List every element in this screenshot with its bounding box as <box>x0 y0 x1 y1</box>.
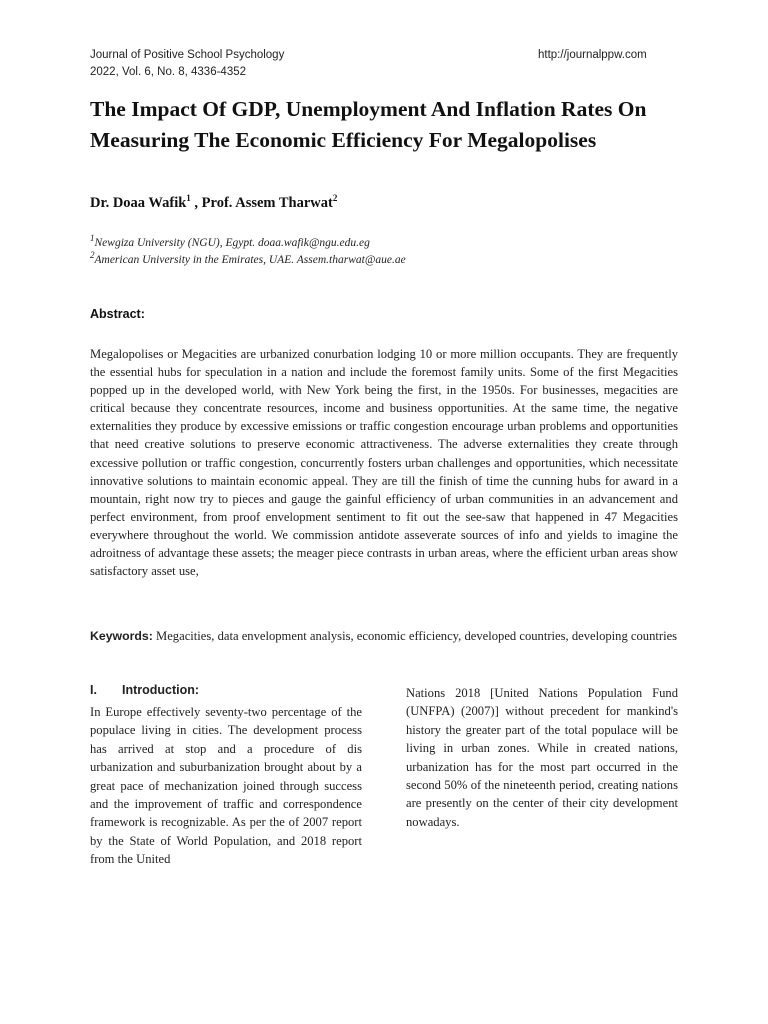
keywords-text: Megacities, data envelopment analysis, economic efficiency, developed countries, developing countries <box>152 629 678 643</box>
paper-title: The Impact Of GDP, Unemployment And Inflation Rates On Measuring The Economic Efficiency For Megalopolises <box>90 97 647 152</box>
affiliation-1 <box>90 233 370 251</box>
author-1-mark: 1 <box>186 193 191 204</box>
keywords <box>90 627 680 646</box>
author-2-mark: 2 <box>332 193 338 204</box>
affiliation-2 <box>90 250 406 268</box>
section-number: I. <box>90 683 97 697</box>
affiliation-2-mark: 2 <box>90 250 95 261</box>
journal-issue: 2022, Vol. 6, No. 8, 4336-4352 <box>90 66 247 78</box>
section-title: Introduction: <box>122 683 200 697</box>
author-line <box>90 195 337 212</box>
running-header <box>90 47 284 81</box>
abstract-heading: Abstract: <box>90 307 145 321</box>
introduction-left-column: In Europe effectively seventy-two percentage of the populace living in cities. The development process has arrived at stop and a procedure of dis urbanization and suburbanization brought about by a great pace of mechanization joined through success and the improvement of traffic and correspondence framework is recognizable. As per the of 2007 report by the State of World Population, and 2018 report from the United <box>90 705 362 867</box>
keywords-label: Keywords: <box>90 629 153 643</box>
affiliation-1-text: Newgiza University (NGU), Egypt. doaa.wafik@ngu.edu.eg <box>94 237 370 249</box>
author-2: Prof. Assem Tharwat <box>201 195 333 211</box>
journal-name: Journal of Positive School Psychology <box>90 49 285 61</box>
introduction-heading <box>90 683 199 697</box>
affiliation-2-text: American University in the Emirates, UAE. Assem.tharwat@aue.ae <box>94 254 406 266</box>
introduction-right-column: Nations 2018 [United Nations Population Fund (UNFPA) (2007)] without precedent for mankind's history the greater part of the total populace will be living in urban zones. While in created nations, urbanization has for the most part occurred in the second 50% of the nineteenth period, creating nations are presently on the center of their city development nowadays. <box>406 686 678 829</box>
journal-url[interactable]: http://journalppw.com <box>538 49 647 61</box>
author-separator: , <box>190 195 202 211</box>
abstract-body: Megalopolises or Megacities are urbanized conurbation lodging 10 or more million occupants. They are frequently the essential hubs for speculation in a nation and include the foremost family units. Some of the first Megacities popped up in the developed world, with New York being the first, in the 1950s. For businesses, megacities are critical because they concentrate resources, income and business opportunities. At the same time, the negative externalities they produce by excessive emissions or traffic congestion encourage urban problems and opportunities that need creative solutions to preserve economic attractiveness. The adverse externalities they create through excessive pollution or traffic congestion, concurrently fosters urban challenges and opportunities, which necessitate innovative solutions to maintain economic appeal. They are till the finish of time the cunning hubs for award in a mountain, right now try to pieces and gauge the gainful efficiency of urban communities in an advancement and perfect environment, from proof envelopment sentiment to fit out the see-saw that happened in 47 Megacities everywhere throughout the world. We commission antidote asseverate sources of info and yields to imagine the adroitness of advantage these assets; the meager piece contrasts in urban areas, where the efficient urban areas show satisfactory asset use, <box>90 347 678 579</box>
affiliation-1-mark: 1 <box>90 233 95 244</box>
author-1: Dr. Doaa Wafik <box>90 195 187 211</box>
